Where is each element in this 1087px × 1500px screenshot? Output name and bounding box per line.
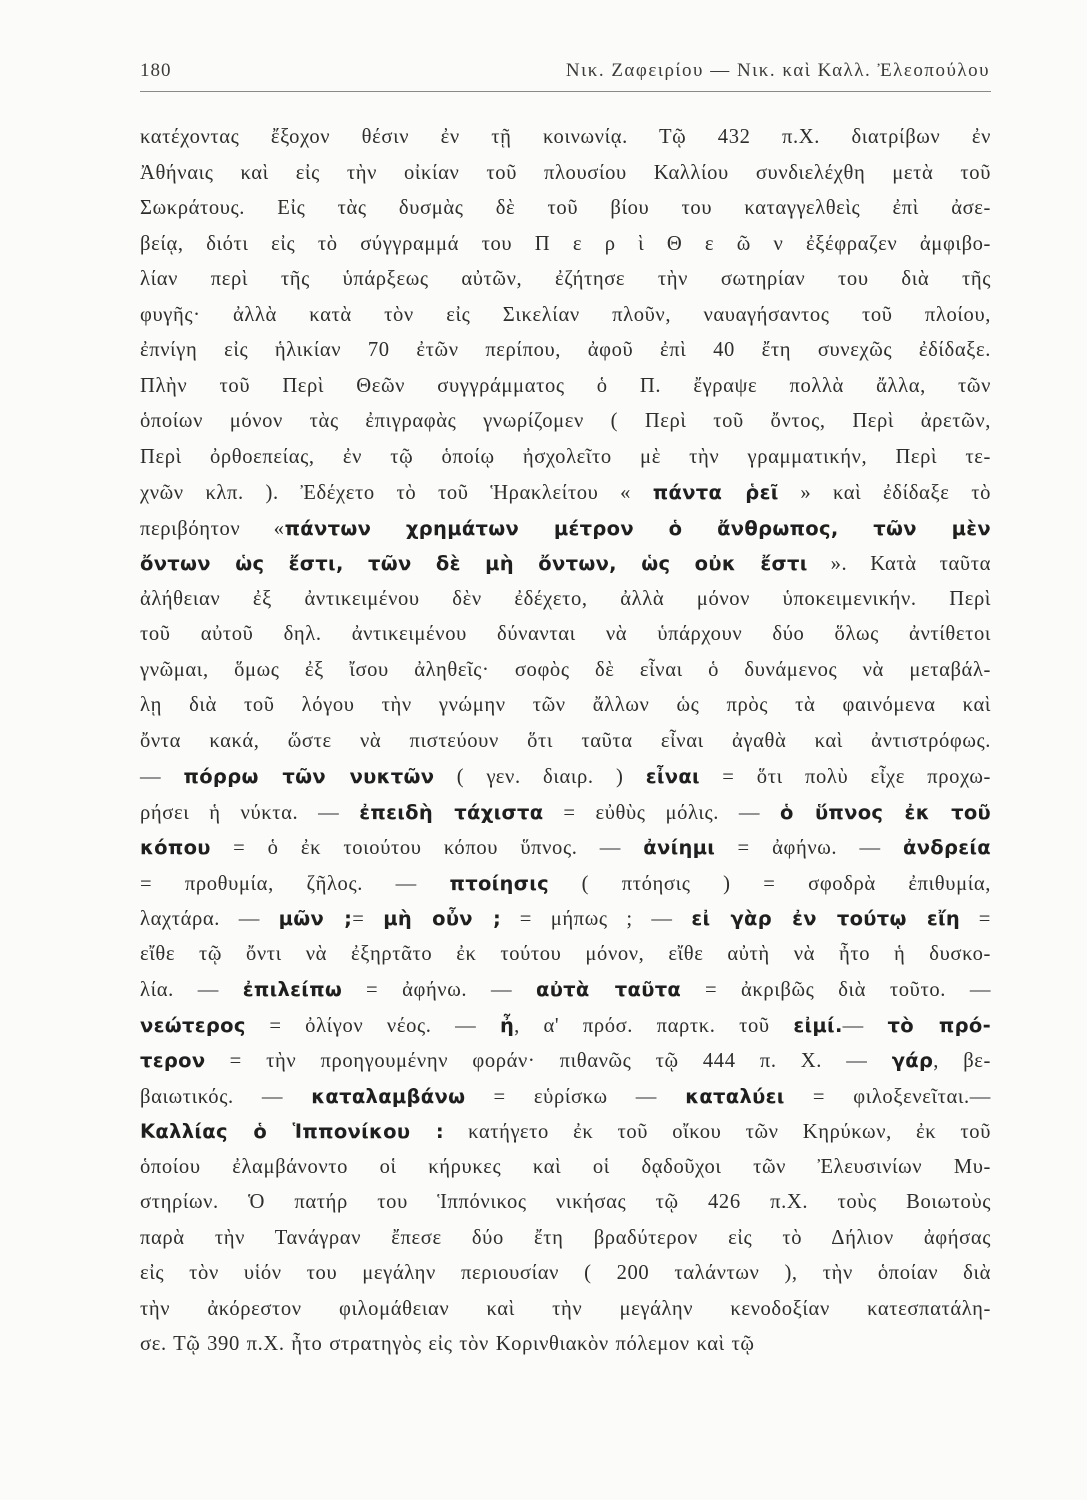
text-run: = ἀφήνω. — xyxy=(342,979,536,1001)
text-line xyxy=(140,795,991,831)
text-run: ( πτόησις ) = σφοδρὰ ἐπιθυμία, xyxy=(548,872,991,895)
text-line xyxy=(140,1150,991,1186)
text-run: εἰς τὸν υἱόν του μεγάλην περιουσίαν ( 200 ταλάντων ), τὴν ὁποίαν διὰ xyxy=(140,1262,991,1284)
bold-term: πάντων χρημάτων μέτρον ὁ ἄνθρωπος, τῶν μὲν xyxy=(284,516,991,540)
text-line xyxy=(140,227,991,263)
text-run: φυγῆς· ἀλλὰ κατὰ τὸν εἰς Σικελίαν πλοῦν, ναυαγήσαντος τοῦ πλοίου, xyxy=(140,303,991,326)
bold-term: καταλαμβάνω xyxy=(311,1084,466,1108)
text-line xyxy=(140,759,991,795)
page-number: 180 xyxy=(140,60,172,81)
text-line xyxy=(140,688,991,724)
text-run: = xyxy=(960,908,992,930)
text-line xyxy=(140,937,991,973)
text-run: = ἀκριβῶς διὰ τοῦτο. — xyxy=(681,979,992,1001)
bold-term: νεώτερος xyxy=(140,1013,246,1037)
text-run: = ὀλίγον νέος. — xyxy=(245,1014,500,1037)
text-line xyxy=(140,333,991,369)
text-run: = xyxy=(352,908,384,930)
page-header xyxy=(140,60,990,90)
text-line xyxy=(140,262,991,298)
text-run: σε. Τῷ 390 π.Χ. ἦτο στρατηγὸς εἰς τὸν Κορινθιακὸν πόλεμον καὶ τῷ xyxy=(140,1333,755,1355)
bold-term: κόπου xyxy=(140,836,211,859)
text-run: = εὐθὺς μόλις. — xyxy=(543,801,781,824)
text-run: ὄντα κακά, ὥστε νὰ πιστεύουν ὅτι ταῦτα εἶναι ἀγαθὰ καὶ ἀντιστρόφως. xyxy=(140,729,991,752)
bold-term: ἀνδρεία xyxy=(903,836,991,859)
text-run: = ἀφήνω. — xyxy=(715,837,903,859)
text-line xyxy=(140,866,991,902)
text-run: ἐπνίγη εἰς ἡλικίαν 70 ἐτῶν περίπου, ἀφοῦ ἐπὶ 40 ἔτη συνεχῶς ἐδίδαξε. xyxy=(140,339,991,361)
bold-term: πόρρω τῶν νυκτῶν xyxy=(183,765,435,788)
text-line xyxy=(140,1185,991,1221)
bold-term: μὴ οὖν ; xyxy=(383,907,502,930)
text-run: = μήπως ; — xyxy=(501,908,692,930)
text-run: Ἀθήναις καὶ εἰς τὴν οἰκίαν τοῦ πλουσίου Καλλίου συνδιελέχθη μετὰ τοῦ xyxy=(140,161,991,184)
text-run: ὁποίου ἐλαμβάνοντο οἱ κήρυκες καὶ οἱ δᾳδοῦχοι τῶν Ἐλευσινίων Μυ- xyxy=(140,1155,991,1178)
text-line xyxy=(140,1114,991,1150)
text-run: ρήσει ἡ νύκτα. — xyxy=(140,801,360,824)
text-run: = εὑρίσκω — xyxy=(465,1085,686,1108)
text-line xyxy=(140,617,991,653)
text-line xyxy=(140,1043,991,1079)
text-run: βαιωτικός. — xyxy=(140,1085,312,1108)
bold-term: εἶναι xyxy=(645,765,700,788)
bold-term: ἦ xyxy=(499,1013,515,1037)
bold-term: ὄντων ὡς ἔστι, τῶν δὲ μὴ ὄντων, ὡς οὐκ ἔστι xyxy=(140,552,808,575)
bold-term: εἰμί. xyxy=(793,1013,843,1037)
text-run: , α' πρόσ. παρτκ. τοῦ xyxy=(514,1014,794,1037)
text-line xyxy=(140,1008,991,1044)
text-line xyxy=(140,156,991,192)
bold-term: πτοίησις xyxy=(449,871,549,895)
text-run: , βε- xyxy=(933,1050,991,1072)
text-line xyxy=(140,475,991,511)
bold-term: εἰ γὰρ ἐν τούτῳ εἴη xyxy=(691,907,961,930)
text-line xyxy=(140,1256,991,1292)
text-run: Πλὴν τοῦ Περὶ Θεῶν συγγράμματος ὁ Π. ἔγραψε πολλὰ ἄλλα, τῶν xyxy=(140,374,991,397)
text-run: λίαν περὶ τῆς ὑπάρξεως αὐτῶν, ἐζήτησε τὴν σωτηρίαν του διὰ τῆς xyxy=(140,268,991,290)
text-run: = προθυμία, ζῆλος. — xyxy=(140,872,450,895)
text-run: λῃ διὰ τοῦ λόγου τὴν γνώμην τῶν ἄλλων ὡς πρὸς τὰ φαινόμενα καὶ xyxy=(140,694,991,716)
bold-term: Καλλίας ὁ Ἱππονίκου : xyxy=(140,1120,444,1143)
bold-term: ἐπειδὴ τάχιστα xyxy=(359,800,544,824)
text-run: = ὁ ἐκ τοιούτου κόπου ὕπνος. — xyxy=(210,837,644,859)
text-run: = φιλοξενεῖται.— xyxy=(784,1085,991,1108)
text-run: τὴν ἀκόρεστον φιλομάθειαν καὶ τὴν μεγάλην κενοδοξίαν κατεσπατάλη- xyxy=(140,1297,991,1320)
text-run: χνῶν κλπ. ). Ἐδέχετο τὸ τοῦ Ἡρακλείτου « xyxy=(140,482,653,504)
text-run: κατήγετο ἐκ τοῦ οἴκου τῶν Κηρύκων, ἐκ τοῦ xyxy=(443,1121,991,1143)
text-line xyxy=(140,582,991,618)
text-line xyxy=(140,404,991,440)
text-line xyxy=(140,511,991,547)
text-line xyxy=(140,724,991,760)
text-run: εἴθε τῷ ὄντι νὰ ἐξηρτᾶτο ἐκ τούτου μόνον, εἴθε αὐτὴ νὰ ἦτο ἡ δυσκο- xyxy=(140,942,991,965)
bold-term: πάντα ῥεῖ xyxy=(652,481,779,504)
running-head: Νικ. Ζαφειρίου — Νικ. καὶ Καλλ. Ἐλεοπούλου xyxy=(565,60,990,81)
bold-term: τερον xyxy=(140,1049,206,1072)
text-run: ( γεν. διαιρ. ) xyxy=(434,766,646,788)
text-line xyxy=(140,1079,991,1115)
header-rule xyxy=(140,91,991,92)
text-run: Περὶ ὀρθοεπείας, ἐν τῷ ὁποίῳ ἠσχολεῖτο μὲ τὴν γραμματικήν, Περὶ τε- xyxy=(140,445,991,468)
text-run: βείᾳ, διότι εἰς τὸ σύγγραμμά του Π ε ρ ὶ Θ ε ῶ ν ἐξέφραζεν ἀμφιβο- xyxy=(140,232,991,255)
bold-term: γάρ xyxy=(891,1049,934,1072)
bold-term: μῶν ; xyxy=(278,907,353,930)
text-run: = τὴν προηγουμένην φοράν· πιθανῶς τῷ 444 π. Χ. — xyxy=(205,1050,892,1072)
text-run: = ὅτι πολὺ εἶχε προχω- xyxy=(699,766,991,788)
text-run: — xyxy=(140,766,184,788)
text-run: ὁποίων μόνον τὰς ἐπιγραφὰς γνωρίζομεν ( Περὶ τοῦ ὄντος, Περὶ ἀρετῶν, xyxy=(140,410,991,432)
text-line xyxy=(140,191,991,227)
text-line xyxy=(140,1327,991,1363)
text-line xyxy=(140,901,991,937)
bold-term: ὁ ὕπνος ἐκ τοῦ xyxy=(780,800,992,824)
text-line xyxy=(140,1221,991,1257)
text-run: ». Κατὰ ταῦτα xyxy=(807,553,991,575)
text-line xyxy=(140,972,991,1008)
text-run: » καὶ ἐδίδαξε τὸ xyxy=(778,482,991,504)
text-run: λία. — xyxy=(140,979,243,1001)
text-line xyxy=(140,1292,991,1328)
text-line xyxy=(140,546,991,582)
body-text xyxy=(140,120,991,1363)
text-line xyxy=(140,298,991,334)
text-run: Σωκράτους. Εἰς τὰς δυσμὰς δὲ τοῦ βίου του καταγγελθεὶς ἐπὶ ἀσε- xyxy=(140,197,991,219)
text-run: τοῦ αὐτοῦ δηλ. ἀντικειμένου δύνανται νὰ ὑπάρχουν δύο ὅλως ἀντίθετοι xyxy=(140,623,991,645)
text-line xyxy=(140,830,991,866)
text-run: ἀλήθειαν ἐξ ἀντικειμένου δὲν ἐδέχετο, ἀλλὰ μόνον ὑποκειμενικήν. Περὶ xyxy=(140,587,991,610)
text-run: παρὰ τὴν Τανάγραν ἔπεσε δύο ἔτη βραδύτερον εἰς τὸ Δήλιον ἀφήσας xyxy=(140,1226,991,1249)
text-run: περιβόητον « xyxy=(140,517,285,540)
bold-term: τὸ πρό- xyxy=(887,1013,991,1037)
text-run: γνῶμαι, ὅμως ἐξ ἴσου ἀληθεῖς· σοφὸς δὲ εἶναι ὁ δυνάμενος νὰ μεταβάλ- xyxy=(140,658,991,681)
text-run: κατέχοντας ἔξοχον θέσιν ἐν τῇ κοινωνίᾳ. Τῷ 432 π.Χ. διατρίβων ἐν xyxy=(140,126,991,148)
bold-term: ἐπιλείπω xyxy=(242,978,343,1001)
bold-term: καταλύει xyxy=(685,1084,785,1108)
bold-term: αὐτὰ ταῦτα xyxy=(536,978,682,1001)
text-line xyxy=(140,440,991,476)
text-line xyxy=(140,369,991,405)
text-line xyxy=(140,653,991,689)
bold-term: ἀνίημι xyxy=(643,836,716,859)
text-line xyxy=(140,120,991,156)
text-run: — xyxy=(842,1014,888,1037)
text-run: στηρίων. Ὁ πατήρ του Ἱππόνικος νικήσας τῷ 426 π.Χ. τοὺς Βοιωτοὺς xyxy=(140,1191,991,1213)
text-run: λαχτάρα. — xyxy=(140,908,279,930)
